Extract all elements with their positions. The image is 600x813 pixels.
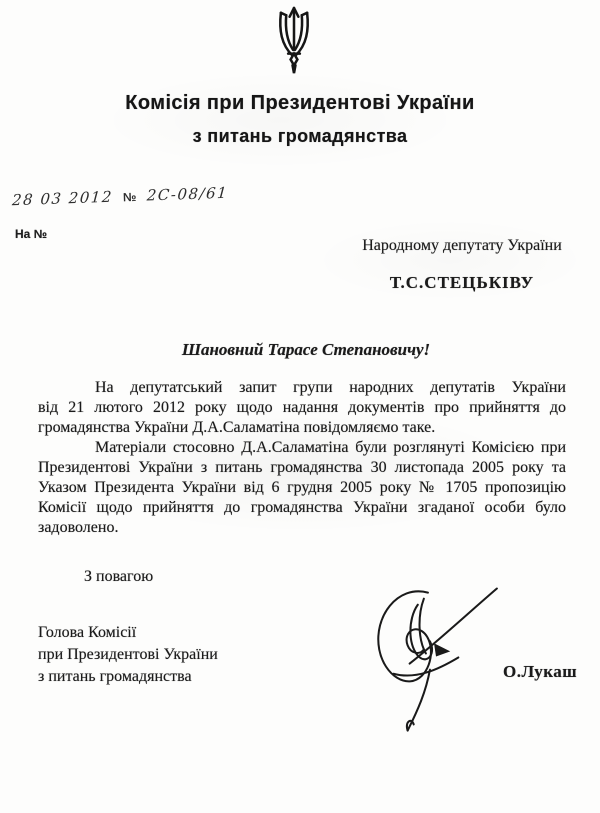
body-paragraph-1 bbox=[38, 378, 566, 438]
signer-title-line3: з питань громадянства bbox=[38, 668, 192, 685]
addressee-role: Народному депутату України bbox=[362, 237, 562, 254]
closing-phrase: З повагою bbox=[84, 568, 154, 585]
org-name-line1: Комісія при Президентові України bbox=[125, 92, 475, 114]
body-paragraph-line: задоволено. bbox=[38, 519, 119, 536]
body-paragraph-line: Президентові України з питань громадянства 30 листопада 2005 року та bbox=[38, 459, 566, 476]
trident-emblem-icon bbox=[272, 6, 316, 76]
addressee-name: Т.С.СТЕЦЬКІВУ bbox=[389, 273, 535, 292]
org-name-line2: з питань громадянства bbox=[192, 126, 408, 146]
number-symbol: № bbox=[122, 189, 137, 205]
letterhead bbox=[0, 90, 600, 148]
handwritten-number: 2С-08/61 bbox=[146, 183, 229, 205]
body-paragraph-line: від 21 лютого 2012 року щодо надання документів про прийняття до bbox=[38, 399, 566, 416]
signer-title-block bbox=[38, 622, 218, 688]
signer-name: О.Лукаш bbox=[503, 662, 578, 681]
signer-title-line1: Голова Комісії bbox=[38, 624, 137, 641]
body-paragraph-2 bbox=[38, 438, 566, 538]
body-paragraph-line: Матеріали стосовно Д.А.Саламатіна були розглянуті Комісією при bbox=[95, 439, 566, 456]
addressee-block bbox=[352, 236, 572, 293]
body-paragraph-line: На депутатський запит групи народних депутатів України bbox=[95, 379, 566, 396]
handwritten-signature bbox=[363, 580, 505, 735]
reply-reference-label: На № bbox=[15, 227, 48, 241]
salutation: Шановний Тарасе Степановичу! bbox=[181, 340, 431, 359]
body-paragraph-line: Комісії щодо прийняття до громадянства України згаданої особи було bbox=[38, 499, 566, 516]
handwritten-reference bbox=[11, 181, 312, 210]
signer-title-line2: при Президентові України bbox=[38, 646, 218, 663]
body-paragraph-line: громадянства України Д.А.Саламатіна повідомляємо таке. bbox=[38, 419, 436, 436]
body-paragraph-line: Указом Президента України від 6 грудня 2005 року № 1705 пропозицію bbox=[38, 479, 566, 496]
handwritten-date: 28 03 2012 bbox=[11, 187, 114, 210]
